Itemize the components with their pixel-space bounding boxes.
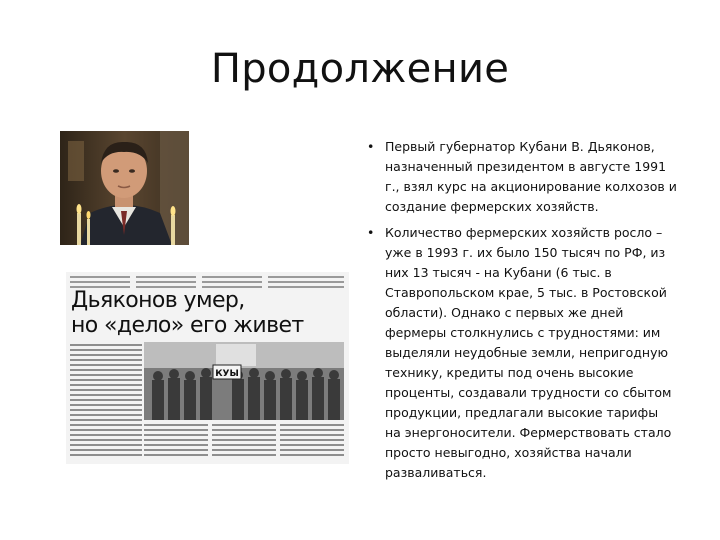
slide-title: Продолжение: [210, 46, 510, 92]
bullet-item: [367, 223, 677, 483]
governor-portrait-photo: [60, 131, 189, 245]
newspaper-headline-line1: Дьяконов умер,: [71, 288, 245, 313]
bullet-marker: •: [367, 225, 375, 240]
bullet-list: [367, 137, 677, 489]
newspaper-headline-line2: но «дело» его живет: [71, 313, 304, 338]
crowd-photo: [144, 342, 344, 420]
portrait-illustration: [60, 131, 189, 245]
newspaper-clipping: [66, 272, 349, 464]
bullet-item: [367, 137, 677, 217]
bullet-text: Количество фермерских хозяйств росло – уже в 1993 г. их было 150 тысяч по РФ, из них 13 тысяч - на Кубани (6 тыс. в Ставропольском крае, 5 тыс. в Ростовской области). Однако с первых же дней фермеры столкнулись с трудностями: им выделяли неудобные земли, непригодную технику, кредиты под очень высокие проценты, создавали трудности со сбытом продукции, предлагали высокие тарифы на энергоносители. Фермерствовать стало просто невыгодно, хозяйства начали разваливаться.: [385, 225, 672, 480]
bullet-marker: •: [367, 139, 375, 154]
bullet-text: Первый губернатор Кубани В. Дьяконов, назначенный президентом в августе 1991 г., взял курс на акционирование колхозов и создание фермерских хозяйств.: [385, 139, 677, 214]
protest-sign-text: КУЫ: [215, 369, 239, 379]
